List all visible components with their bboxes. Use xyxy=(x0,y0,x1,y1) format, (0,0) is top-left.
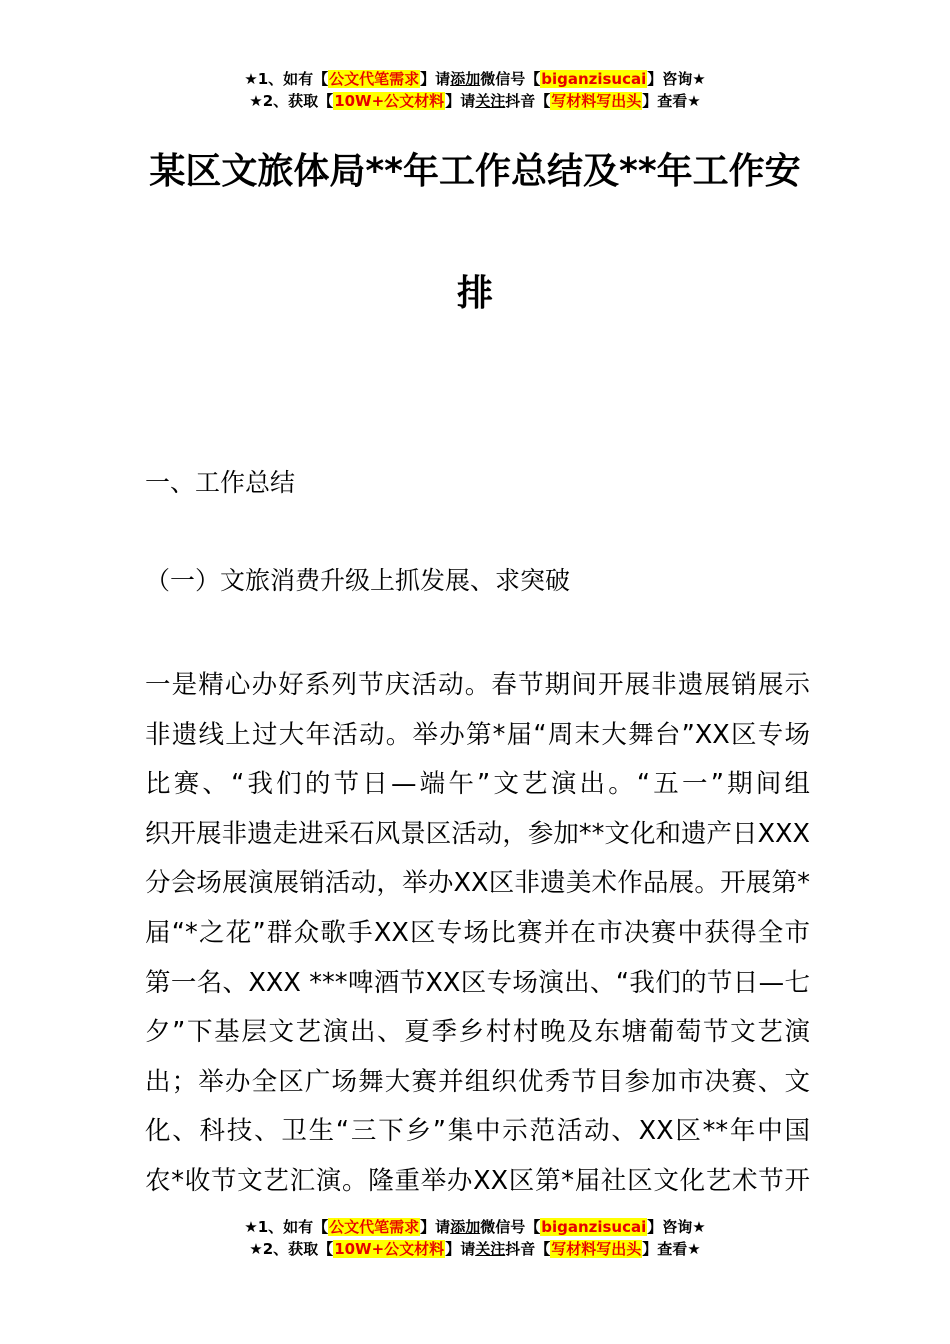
banner-text: 抖音【 xyxy=(505,1240,551,1258)
banner-underline: 添加 xyxy=(450,70,481,88)
banner-text: 抖音【 xyxy=(505,92,551,110)
banner-text: ★2、获取【 xyxy=(249,1240,334,1258)
body-line: 分会场展演展销活动，举办XX区非遗美术作品展。开展第* xyxy=(145,868,810,899)
banner-text: 微信号【 xyxy=(480,1218,541,1236)
document-title-line-1: 某区文旅体局**年工作总结及**年工作安 xyxy=(149,151,801,192)
banner-text: ★1、如有【 xyxy=(244,70,329,88)
body-line: 一是精心办好系列节庆活动。春节期间开展非遗展销展示 xyxy=(145,670,810,700)
body-line: 届“*之花”群众歌手XX区专场比赛并在市决赛中获得全市 xyxy=(145,917,810,948)
banner-text: 】咨询★ xyxy=(647,70,706,88)
footer-banner xyxy=(0,1216,950,1260)
banner-line-2 xyxy=(0,90,950,112)
banner-text: 】请 xyxy=(420,70,451,88)
body-line: 化、科技、卫生“三下乡”集中示范活动、XX区**年中国 xyxy=(145,1116,810,1147)
banner-highlight: biganzisucai xyxy=(541,1218,647,1236)
banner-line-1 xyxy=(0,68,950,90)
banner-highlight: 10W+公文材料 xyxy=(334,1240,445,1258)
banner-highlight: 公文代笔需求 xyxy=(329,70,420,88)
banner-underline: 关注 xyxy=(475,1240,506,1258)
body-line: 出；举办全区广场舞大赛并组织优秀节目参加市决赛、文 xyxy=(145,1066,810,1097)
banner-highlight: 写材料写出头 xyxy=(551,1240,642,1258)
section-heading: 一、工作总结 xyxy=(145,468,296,497)
body-line: 夕”下基层文艺演出、夏季乡村村晚及东塘葡萄节文艺演 xyxy=(145,1017,810,1048)
banner-text: 】请 xyxy=(445,92,476,110)
banner-highlight: biganzisucai xyxy=(541,70,647,88)
banner-text: ★2、获取【 xyxy=(249,92,334,110)
banner-text: 】请 xyxy=(445,1240,476,1258)
body-line: 第一名、XXX ***啤酒节XX区专场演出、“我们的节日—七 xyxy=(145,967,810,998)
banner-text: 微信号【 xyxy=(480,70,541,88)
banner-highlight: 公文代笔需求 xyxy=(329,1218,420,1236)
banner-underline: 添加 xyxy=(450,1218,481,1236)
banner-text: 】查看★ xyxy=(642,92,701,110)
banner-line-1 xyxy=(0,1216,950,1238)
body-line: 织开展非遗走进采石风景区活动，参加**文化和遗产日XXX xyxy=(145,818,810,849)
body-line: 农*收节文艺汇演。隆重举办XX区第*届社区文化艺术节开 xyxy=(145,1165,810,1196)
body-line: 非遗线上过大年活动。举办第*届“周末大舞台”XX区专场 xyxy=(145,719,810,750)
banner-text: ★1、如有【 xyxy=(244,1218,329,1236)
banner-line-2 xyxy=(0,1238,950,1260)
body-line: 比赛、“我们的节日—端午”文艺演出。“五一”期间组 xyxy=(145,769,810,800)
banner-highlight: 写材料写出头 xyxy=(551,92,642,110)
body-paragraph xyxy=(145,661,810,1207)
banner-text: 】咨询★ xyxy=(647,1218,706,1236)
banner-underline: 关注 xyxy=(475,92,506,110)
subsection-heading: （一）文旅消费升级上抓发展、求突破 xyxy=(145,566,571,595)
header-banner xyxy=(0,68,950,112)
banner-highlight: 10W+公文材料 xyxy=(334,92,445,110)
banner-text: 】请 xyxy=(420,1218,451,1236)
banner-text: 】查看★ xyxy=(642,1240,701,1258)
document-title-line-2: 排 xyxy=(456,273,493,314)
